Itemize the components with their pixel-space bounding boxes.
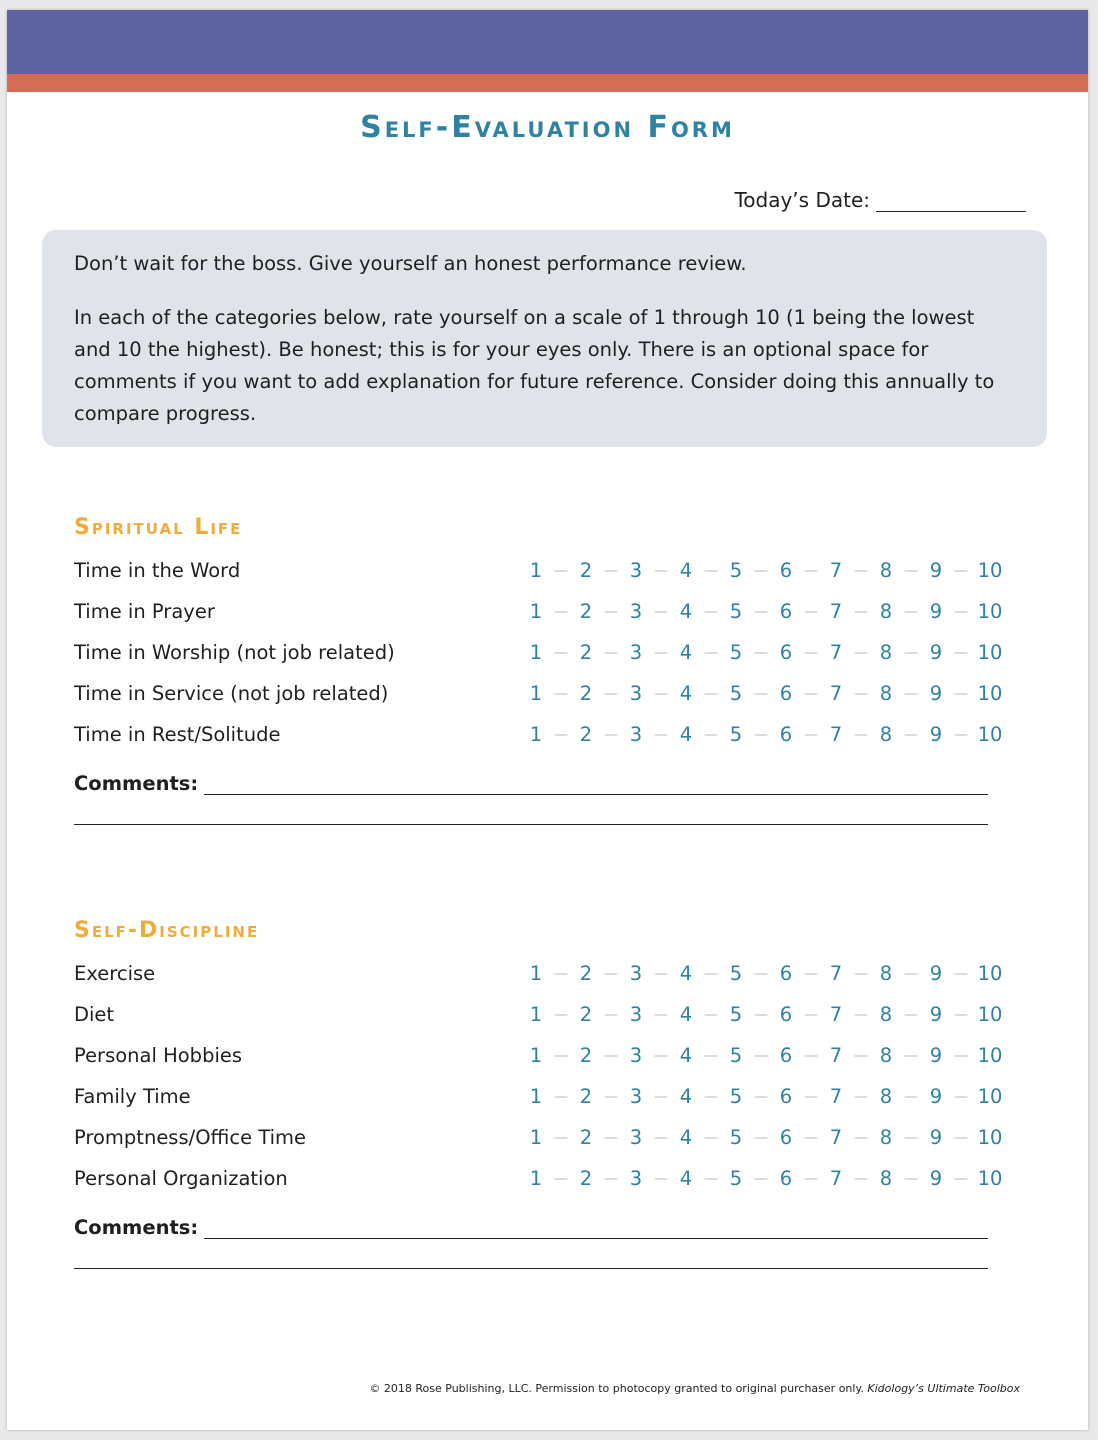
rating-option[interactable]: 5 (729, 1003, 743, 1026)
scale-separator: — (904, 1170, 918, 1187)
scale-separator: — (604, 644, 618, 661)
rating-option[interactable]: 10 (977, 682, 1003, 705)
scale-separator: — (954, 1006, 968, 1023)
rating-option[interactable]: 9 (929, 559, 943, 582)
rating-option[interactable]: 8 (879, 1085, 893, 1108)
rating-option[interactable]: 1 (529, 1044, 543, 1067)
scale-separator: — (904, 562, 918, 579)
rating-option[interactable]: 3 (629, 641, 643, 664)
rating-option[interactable]: 10 (977, 723, 1003, 746)
scale-separator: — (904, 1006, 918, 1023)
rating-option[interactable]: 7 (829, 1126, 843, 1149)
rating-row (74, 994, 1009, 1035)
scale-separator: — (704, 1047, 718, 1064)
scale-separator: — (854, 562, 868, 579)
scale-separator: — (654, 603, 668, 620)
scale-separator: — (904, 1047, 918, 1064)
scale-separator: — (604, 965, 618, 982)
rating-option[interactable]: 2 (579, 1044, 593, 1067)
comments-label: Comments: (74, 772, 199, 795)
rating-option[interactable]: 9 (929, 962, 943, 985)
rating-option[interactable]: 4 (679, 1003, 693, 1026)
scale-separator: — (804, 726, 818, 743)
spiritual-life-comments[interactable] (74, 772, 988, 795)
rating-option[interactable]: 7 (829, 1003, 843, 1026)
scale-separator: — (654, 965, 668, 982)
rating-option[interactable]: 8 (879, 641, 893, 664)
comments-line[interactable] (204, 1220, 988, 1239)
rating-item-label: Exercise (74, 962, 156, 985)
rating-option[interactable]: 6 (779, 1126, 793, 1149)
scale-separator: — (754, 562, 768, 579)
header-accent-band (7, 74, 1088, 92)
self-discipline-comments[interactable] (74, 1216, 988, 1239)
rating-option[interactable]: 8 (879, 682, 893, 705)
rating-option[interactable]: 6 (779, 1085, 793, 1108)
rating-row (74, 632, 1009, 673)
rating-option[interactable]: 8 (879, 1167, 893, 1190)
rating-option[interactable]: 1 (529, 559, 543, 582)
scale-separator: — (554, 965, 568, 982)
scale-separator: — (904, 1088, 918, 1105)
scale-separator: — (604, 1006, 618, 1023)
rating-option[interactable]: 7 (829, 1044, 843, 1067)
scale-separator: — (654, 1129, 668, 1146)
scale-separator: — (804, 1006, 818, 1023)
scale-separator: — (554, 726, 568, 743)
rating-option[interactable]: 3 (629, 962, 643, 985)
rating-item-label: Time in the Word (74, 559, 241, 582)
intro-line-1: Don’t wait for the boss. Give yourself an honest performance review. (74, 252, 747, 275)
rating-option[interactable]: 7 (829, 641, 843, 664)
rating-option[interactable]: 6 (779, 600, 793, 623)
rating-option[interactable]: 9 (929, 1003, 943, 1026)
date-label: Today’s Date: (734, 188, 870, 212)
rating-option[interactable]: 7 (829, 600, 843, 623)
scale-separator: — (704, 603, 718, 620)
rating-option[interactable]: 4 (679, 600, 693, 623)
rating-option[interactable]: 4 (679, 641, 693, 664)
scale-separator: — (754, 644, 768, 661)
rating-option[interactable]: 5 (729, 600, 743, 623)
rating-option[interactable]: 5 (729, 559, 743, 582)
scale-separator: — (704, 1170, 718, 1187)
scale-separator: — (904, 965, 918, 982)
rating-option[interactable]: 6 (779, 1167, 793, 1190)
scale-separator: — (604, 685, 618, 702)
rating-row (74, 1035, 1009, 1076)
scale-separator: — (654, 1170, 668, 1187)
scale-separator: — (804, 1170, 818, 1187)
rating-option[interactable]: 3 (629, 1044, 643, 1067)
scale-separator: — (604, 1088, 618, 1105)
scale-separator: — (654, 1088, 668, 1105)
rating-option[interactable]: 1 (529, 962, 543, 985)
rating-option[interactable]: 2 (579, 559, 593, 582)
rating-option[interactable]: 2 (579, 682, 593, 705)
rating-option[interactable]: 7 (829, 1167, 843, 1190)
scale-separator: — (904, 1129, 918, 1146)
rating-option[interactable]: 4 (679, 1167, 693, 1190)
rating-option[interactable]: 3 (629, 559, 643, 582)
scale-separator: — (754, 685, 768, 702)
scale-separator: — (704, 726, 718, 743)
rating-option[interactable]: 9 (929, 1167, 943, 1190)
rating-option[interactable]: 3 (629, 1167, 643, 1190)
scale-separator: — (954, 1170, 968, 1187)
scale-separator: — (804, 1129, 818, 1146)
scale-separator: — (704, 644, 718, 661)
scale-separator: — (654, 562, 668, 579)
rating-option[interactable]: 1 (529, 1126, 543, 1149)
scale-separator: — (754, 1047, 768, 1064)
rating-option[interactable]: 9 (929, 1085, 943, 1108)
scale-separator: — (854, 1129, 868, 1146)
rating-item-label: Promptness/Office Time (74, 1126, 307, 1149)
date-input-line[interactable] (876, 193, 1026, 212)
scale-separator: — (804, 603, 818, 620)
rating-option[interactable]: 4 (679, 1126, 693, 1149)
spiritual-life-rows (74, 550, 1009, 755)
rating-option[interactable]: 2 (579, 962, 593, 985)
scale-separator: — (704, 1088, 718, 1105)
rating-option[interactable]: 7 (829, 682, 843, 705)
scale-separator: — (804, 685, 818, 702)
rating-option[interactable]: 10 (977, 1126, 1003, 1149)
rating-option[interactable]: 10 (977, 1167, 1003, 1190)
rating-scale (524, 1085, 1006, 1108)
rating-scale (524, 962, 1006, 985)
scale-separator: — (904, 603, 918, 620)
scale-separator: — (604, 1129, 618, 1146)
rating-option[interactable]: 4 (679, 1085, 693, 1108)
rating-option[interactable]: 7 (829, 723, 843, 746)
scale-separator: — (804, 644, 818, 661)
rating-option[interactable]: 5 (729, 641, 743, 664)
footer-italic: Kidology’s Ultimate Toolbox (867, 1382, 1020, 1395)
rating-option[interactable]: 5 (729, 723, 743, 746)
rating-item-label: Personal Organization (74, 1167, 288, 1190)
rating-option[interactable]: 2 (579, 641, 593, 664)
scale-separator: — (754, 1088, 768, 1105)
scale-separator: — (954, 1088, 968, 1105)
scale-separator: — (604, 1047, 618, 1064)
rating-option[interactable]: 1 (529, 600, 543, 623)
rating-option[interactable]: 5 (729, 962, 743, 985)
scale-separator: — (854, 965, 868, 982)
rating-scale (524, 600, 1006, 623)
rating-scale (524, 559, 1006, 582)
rating-scale (524, 1167, 1006, 1190)
rating-option[interactable]: 6 (779, 682, 793, 705)
scale-separator: — (554, 644, 568, 661)
rating-row (74, 1158, 1009, 1199)
rating-option[interactable]: 9 (929, 682, 943, 705)
scale-separator: — (754, 1006, 768, 1023)
scale-separator: — (554, 1129, 568, 1146)
rating-item-label: Diet (74, 1003, 115, 1026)
rating-option[interactable]: 2 (579, 1126, 593, 1149)
rating-option[interactable]: 3 (629, 1126, 643, 1149)
rating-option[interactable]: 5 (729, 682, 743, 705)
rating-item-label: Personal Hobbies (74, 1044, 243, 1067)
comments-extra-line[interactable] (74, 824, 988, 825)
scale-separator: — (854, 1088, 868, 1105)
scale-separator: — (704, 1129, 718, 1146)
rating-option[interactable]: 1 (529, 1167, 543, 1190)
scale-separator: — (854, 1047, 868, 1064)
rating-option[interactable]: 3 (629, 682, 643, 705)
header-band (7, 10, 1088, 74)
rating-option[interactable]: 4 (679, 723, 693, 746)
rating-option[interactable]: 7 (829, 559, 843, 582)
scale-separator: — (804, 1047, 818, 1064)
scale-separator: — (704, 562, 718, 579)
rating-option[interactable]: 1 (529, 1085, 543, 1108)
scale-separator: — (654, 685, 668, 702)
rating-option[interactable]: 6 (779, 641, 793, 664)
scale-separator: — (754, 1170, 768, 1187)
scale-separator: — (554, 1088, 568, 1105)
rating-scale (524, 641, 1006, 664)
rating-option[interactable]: 4 (679, 559, 693, 582)
scale-separator: — (854, 1170, 868, 1187)
rating-option[interactable]: 6 (779, 559, 793, 582)
rating-option[interactable]: 6 (779, 723, 793, 746)
rating-option[interactable]: 8 (879, 1126, 893, 1149)
scale-separator: — (554, 1170, 568, 1187)
scale-separator: — (954, 685, 968, 702)
scale-separator: — (754, 726, 768, 743)
scale-separator: — (854, 603, 868, 620)
rating-option[interactable]: 1 (529, 682, 543, 705)
scale-separator: — (604, 726, 618, 743)
rating-option[interactable]: 9 (929, 1044, 943, 1067)
scale-separator: — (904, 726, 918, 743)
scale-separator: — (654, 644, 668, 661)
rating-scale (524, 723, 1006, 746)
comments-extra-line[interactable] (74, 1268, 988, 1269)
rating-option[interactable]: 10 (977, 559, 1003, 582)
rating-option[interactable]: 6 (779, 1044, 793, 1067)
footer-text: © 2018 Rose Publishing, LLC. Permission to photocopy granted to original purchaser only. (369, 1382, 864, 1395)
scale-separator: — (804, 562, 818, 579)
scale-separator: — (954, 965, 968, 982)
rating-option[interactable]: 4 (679, 682, 693, 705)
page-title: Self-Evaluation Form (360, 110, 735, 145)
footer (369, 1382, 1020, 1395)
rating-option[interactable]: 8 (879, 559, 893, 582)
rating-option[interactable]: 5 (729, 1167, 743, 1190)
rating-option[interactable]: 8 (879, 1044, 893, 1067)
page (7, 10, 1088, 1430)
rating-option[interactable]: 8 (879, 600, 893, 623)
rating-item-label: Time in Worship (not job related) (74, 641, 395, 664)
rating-row (74, 673, 1009, 714)
rating-option[interactable]: 1 (529, 723, 543, 746)
comments-label: Comments: (74, 1216, 199, 1239)
rating-option[interactable]: 10 (977, 1044, 1003, 1067)
scale-separator: — (554, 1047, 568, 1064)
scale-separator: — (554, 603, 568, 620)
scale-separator: — (954, 603, 968, 620)
scale-separator: — (554, 562, 568, 579)
rating-item-label: Time in Prayer (74, 600, 215, 623)
scale-separator: — (704, 965, 718, 982)
scale-separator: — (554, 685, 568, 702)
rating-item-label: Time in Service (not job related) (74, 682, 389, 705)
scale-separator: — (754, 603, 768, 620)
rating-scale (524, 1044, 1006, 1067)
rating-option[interactable]: 6 (779, 1003, 793, 1026)
rating-option[interactable]: 7 (829, 1085, 843, 1108)
scale-separator: — (604, 1170, 618, 1187)
rating-option[interactable]: 1 (529, 1003, 543, 1026)
scale-separator: — (604, 562, 618, 579)
rating-option[interactable]: 5 (729, 1044, 743, 1067)
rating-option[interactable]: 9 (929, 1126, 943, 1149)
scale-separator: — (754, 1129, 768, 1146)
rating-row (74, 714, 1009, 755)
rating-option[interactable]: 2 (579, 1003, 593, 1026)
section-title-self-discipline: Self-Discipline (74, 918, 260, 943)
self-discipline-rows (74, 953, 1009, 1199)
scale-separator: — (954, 644, 968, 661)
rating-option[interactable]: 9 (929, 600, 943, 623)
rating-option[interactable]: 4 (679, 962, 693, 985)
rating-row (74, 953, 1009, 994)
scale-separator: — (804, 965, 818, 982)
scale-separator: — (854, 644, 868, 661)
scale-separator: — (904, 644, 918, 661)
scale-separator: — (654, 1047, 668, 1064)
rating-option[interactable]: 7 (829, 962, 843, 985)
rating-row (74, 550, 1009, 591)
rating-row (74, 591, 1009, 632)
rating-row (74, 1076, 1009, 1117)
scale-separator: — (954, 1047, 968, 1064)
rating-option[interactable]: 6 (779, 962, 793, 985)
scale-separator: — (654, 726, 668, 743)
rating-option[interactable]: 3 (629, 600, 643, 623)
scale-separator: — (604, 603, 618, 620)
rating-option[interactable]: 10 (977, 641, 1003, 664)
rating-item-label: Time in Rest/Solitude (74, 723, 281, 746)
scale-separator: — (704, 1006, 718, 1023)
rating-option[interactable]: 2 (579, 1167, 593, 1190)
rating-option[interactable]: 8 (879, 962, 893, 985)
scale-separator: — (554, 1006, 568, 1023)
rating-option[interactable]: 9 (929, 723, 943, 746)
rating-item-label: Family Time (74, 1085, 191, 1108)
scale-separator: — (754, 965, 768, 982)
scale-separator: — (704, 685, 718, 702)
scale-separator: — (654, 1006, 668, 1023)
section-title-spiritual-life: Spiritual Life (74, 515, 243, 540)
rating-scale (524, 1003, 1006, 1026)
scale-separator: — (854, 685, 868, 702)
rating-option[interactable]: 2 (579, 723, 593, 746)
rating-row (74, 1117, 1009, 1158)
scale-separator: — (854, 1006, 868, 1023)
rating-option[interactable]: 10 (977, 600, 1003, 623)
rating-scale (524, 1126, 1006, 1149)
rating-option[interactable]: 1 (529, 641, 543, 664)
scale-separator: — (904, 685, 918, 702)
scale-separator: — (854, 726, 868, 743)
comments-line[interactable] (204, 776, 988, 795)
rating-option[interactable]: 4 (679, 1044, 693, 1067)
rating-scale (524, 682, 1006, 705)
intro-panel (42, 230, 1047, 447)
rating-option[interactable]: 5 (729, 1085, 743, 1108)
rating-option[interactable]: 9 (929, 641, 943, 664)
rating-option[interactable]: 5 (729, 1126, 743, 1149)
date-field (734, 188, 1026, 212)
scale-separator: — (954, 726, 968, 743)
rating-option[interactable]: 2 (579, 1085, 593, 1108)
rating-option[interactable]: 10 (977, 962, 1003, 985)
rating-option[interactable]: 8 (879, 1003, 893, 1026)
rating-option[interactable]: 3 (629, 723, 643, 746)
rating-option[interactable]: 8 (879, 723, 893, 746)
scale-separator: — (954, 562, 968, 579)
rating-option[interactable]: 2 (579, 600, 593, 623)
rating-option[interactable]: 10 (977, 1085, 1003, 1108)
intro-line-2: In each of the categories below, rate yourself on a scale of 1 through 10 (1 being the lowest and 10 the highest). Be honest; this is for your eyes only. There is an optional space for comments if you want to add explanation for future reference. Consider doing this annually to compare progress. (74, 306, 995, 425)
rating-option[interactable]: 10 (977, 1003, 1003, 1026)
scale-separator: — (954, 1129, 968, 1146)
rating-option[interactable]: 3 (629, 1003, 643, 1026)
scale-separator: — (804, 1088, 818, 1105)
rating-option[interactable]: 3 (629, 1085, 643, 1108)
